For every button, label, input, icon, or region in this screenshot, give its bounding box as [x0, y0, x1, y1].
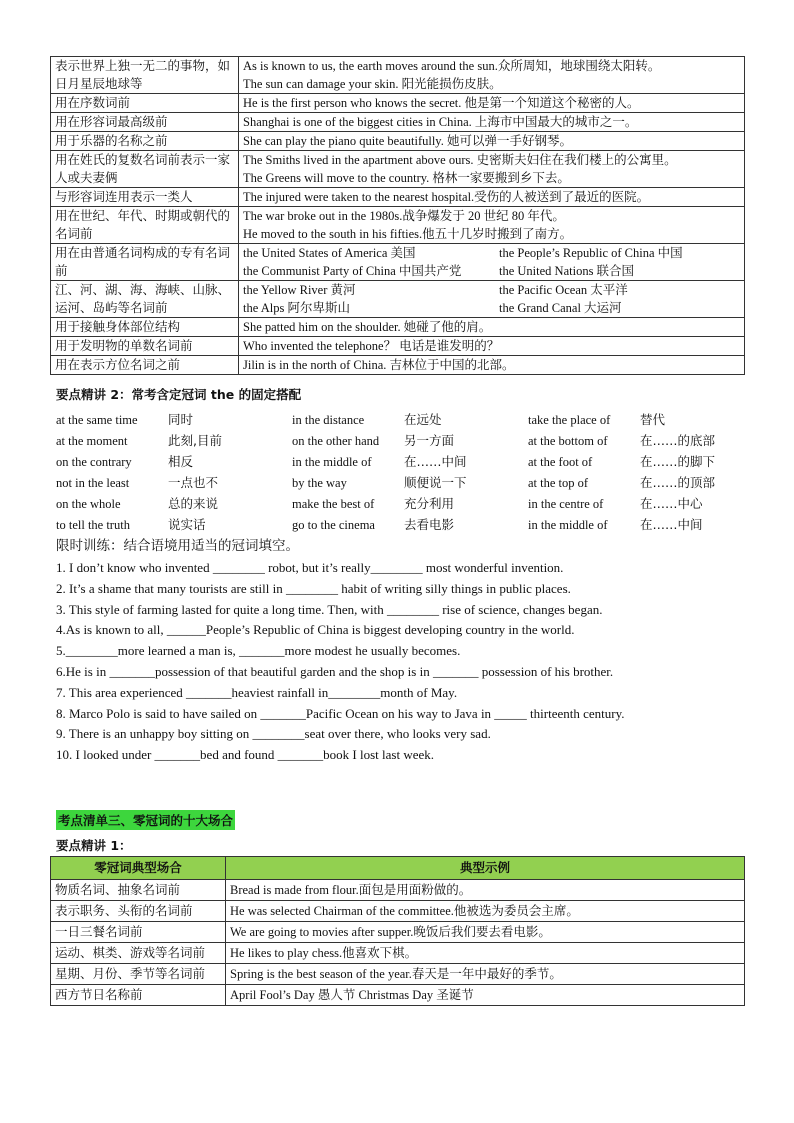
example-cell — [239, 244, 745, 281]
page — [50, 56, 744, 1006]
example-term: the Communist Party of China 中国共产党 — [243, 264, 462, 278]
drill-item: 8. Marco Polo is said to have sailed on _______Pacific Ocean on his way to Java in _____ thirteenth century. — [56, 705, 625, 721]
phrase-en: in the distance — [292, 413, 365, 427]
occasion-cell: 物质名词、抽象名词前 — [51, 879, 226, 900]
example-cell — [239, 207, 745, 244]
example-line: Shanghai is one of the biggest cities in China. 上海市中国最大的城市之一。 — [243, 115, 638, 129]
table-row — [51, 188, 745, 207]
drill-item: 9. There is an unhappy boy sitting on ________seat over there, who looks very sad. — [56, 726, 491, 742]
phrase-en: make the best of — [292, 497, 375, 511]
table-row — [51, 207, 745, 244]
phrase-en: at the top of — [528, 476, 589, 490]
table-row — [51, 356, 745, 375]
example-term: the United States of America 美国 — [243, 246, 416, 260]
usage-cell: 用在世纪、年代、时期或朝代的名词前 — [51, 207, 239, 244]
usage-cell: 用在形容词最高级前 — [51, 113, 239, 132]
example-term: the Pacific Ocean 太平洋 — [499, 283, 628, 297]
phrase-en: on the other hand — [292, 434, 380, 448]
example-cell — [239, 188, 745, 207]
phrase-en: at the bottom of — [528, 434, 608, 448]
example-cell: Bread is made from flour.面包是用面粉做的。 — [226, 879, 745, 900]
phrase-cn: 一点也不 — [168, 475, 219, 490]
phrase-en: on the whole — [56, 497, 121, 511]
example-line: She can play the piano quite beautifully. 她可以弹一手好钢琴。 — [243, 134, 572, 148]
occasion-cell: 运动、棋类、游戏等名词前 — [51, 942, 226, 963]
phrase-en: not in the least — [56, 476, 130, 490]
phrase-cn: 去看电影 — [404, 517, 455, 532]
phrase-cn: 在远处 — [404, 412, 442, 427]
example-cell — [239, 318, 745, 337]
example-cell — [239, 151, 745, 188]
drill-list — [56, 558, 744, 766]
phrase-cn: 在……的顶部 — [640, 475, 716, 490]
example-cell: We are going to movies after supper.晚饭后我们要去看电影。 — [226, 921, 745, 942]
fixed-phrases-grid — [56, 411, 744, 534]
phrase-en: at the same time — [56, 413, 138, 427]
example-cell — [239, 132, 745, 151]
phrase-en: take the place of — [528, 413, 611, 427]
drill-item: 7. This area experienced _______heaviest rainfall in________month of May. — [56, 684, 458, 700]
example-cell: Spring is the best season of the year.春天是一年中最好的季节。 — [226, 963, 745, 984]
phrase-en: go to the cinema — [292, 518, 375, 532]
example-line: As is known to us, the earth moves around the sun.众所周知，地球围绕太阳转。 — [243, 59, 661, 73]
example-line: She patted him on the shoulder. 她碰了他的肩。 — [243, 320, 492, 334]
example-cell — [239, 281, 745, 318]
phrase-en: on the contrary — [56, 455, 132, 469]
occasion-cell: 表示职务、头衔的名词前 — [51, 900, 226, 921]
usage-cell: 用在由普通名词构成的专有名词前 — [51, 244, 239, 281]
section-2-title: 要点精讲 2：常考含定冠词 the 的固定搭配 — [56, 387, 302, 402]
header-occasion: 零冠词典型场合 — [51, 856, 226, 879]
table-row — [51, 921, 745, 942]
example-line: Who invented the telephone？ 电话是谁发明的？ — [243, 339, 500, 353]
phrase-en: by the way — [292, 476, 347, 490]
phrase-cn: 充分利用 — [404, 496, 455, 511]
section-3-sub: 要点精讲 1： — [56, 837, 132, 853]
example-pair — [243, 299, 740, 317]
usage-cell: 用在序数词前 — [51, 94, 239, 113]
usage-cell: 用在姓氏的复数名词前表示一家人或夫妻俩 — [51, 151, 239, 188]
table-row — [51, 132, 745, 151]
example-term: the United Nations 联合国 — [499, 264, 635, 278]
phrase-en: in the centre of — [528, 497, 604, 511]
example-line: He moved to the south in his fifties.他五十几岁时搬到了南方。 — [243, 227, 573, 241]
example-cell: April Fool’s Day 愚人节 Christmas Day 圣诞节 — [226, 984, 745, 1005]
example-pair — [243, 244, 740, 262]
usage-cell: 表示世界上独一无二的事物，如日月星辰地球等 — [51, 57, 239, 94]
drill-item: 1. I don’t know who invented ________ robot, but it’s really________ most wonderful invention. — [56, 560, 564, 575]
table-row — [51, 963, 745, 984]
table-row — [51, 244, 745, 281]
table-row — [51, 879, 745, 900]
example-cell — [239, 94, 745, 113]
example-line: Jilin is in the north of China. 吉林位于中国的北部。 — [243, 358, 515, 372]
phrase-en: in the middle of — [292, 455, 372, 469]
phrase-en: in the middle of — [528, 518, 608, 532]
example-line: The war broke out in the 1980s.战争爆发于 20 世纪 80 年代。 — [243, 209, 565, 223]
table-row — [51, 900, 745, 921]
example-cell: He likes to play chess.他喜欢下棋。 — [226, 942, 745, 963]
occasion-cell: 西方节日名称前 — [51, 984, 226, 1005]
table-row — [51, 113, 745, 132]
example-line: The Smiths lived in the apartment above ours. 史密斯夫妇住在我们楼上的公寓里。 — [243, 153, 677, 167]
phrase-en: at the moment — [56, 434, 128, 448]
example-term: the Yellow River 黄河 — [243, 283, 356, 297]
table-row — [51, 151, 745, 188]
phrase-cn: 在……的底部 — [640, 433, 716, 448]
example-line: He is the first person who knows the secret. 他是第一个知道这个秘密的人。 — [243, 96, 640, 110]
example-pair — [243, 281, 740, 299]
example-line: The sun can damage your skin. 阳光能损伤皮肤。 — [243, 77, 502, 91]
phrase-cn: 此刻,目前 — [168, 433, 222, 448]
phrase-cn: 替代 — [640, 412, 666, 427]
phrase-cn: 在……中心 — [640, 496, 703, 511]
drill-item: 3. This style of farming lasted for quite a long time. Then, with ________ rise of science, changes began. — [56, 601, 603, 617]
table-row — [51, 337, 745, 356]
table-row — [51, 942, 745, 963]
zero-article-table — [50, 856, 745, 1006]
table-row — [51, 318, 745, 337]
drill-item: 5.________more learned a man is, _______more modest he usually becomes. — [56, 643, 461, 659]
usage-cell: 用于接触身体部位结构 — [51, 318, 239, 337]
phrase-cn: 在……中间 — [404, 454, 467, 469]
drill-item: 6.He is in _______possession of that beautiful garden and the shop is in _______ possession of his brother. — [56, 663, 614, 679]
phrase-cn: 同时 — [168, 412, 194, 427]
example-pair — [243, 262, 740, 280]
example-term: the Alps 阿尔卑斯山 — [243, 301, 350, 315]
example-cell — [239, 57, 745, 94]
example-term: the People’s Republic of China 中国 — [499, 246, 683, 260]
phrase-cn: 相反 — [168, 454, 194, 469]
occasion-cell: 星期、月份、季节等名词前 — [51, 963, 226, 984]
phrase-cn: 说实话 — [168, 517, 206, 532]
example-cell — [239, 356, 745, 375]
section-3-heading: 考点清单三、零冠词的十大场合 — [56, 810, 235, 830]
example-cell — [239, 113, 745, 132]
phrase-en: at the foot of — [528, 455, 593, 469]
drill-item: 10. I looked under _______bed and found _______book I lost last week. — [56, 747, 435, 763]
phrase-cn: 顺便说一下 — [404, 475, 467, 490]
table-header-row — [51, 856, 745, 879]
table-row — [51, 984, 745, 1005]
phrase-cn: 另一方面 — [404, 433, 455, 448]
example-cell — [239, 337, 745, 356]
usage-cell: 用在表示方位名词之前 — [51, 356, 239, 375]
table-row — [51, 57, 745, 94]
example-term: the Grand Canal 大运河 — [499, 301, 622, 315]
usage-cell: 用于乐器的名称之前 — [51, 132, 239, 151]
table-row — [51, 94, 745, 113]
usage-cell: 与形容词连用表示一类人 — [51, 188, 239, 207]
example-cell: He was selected Chairman of the committee.他被选为委员会主席。 — [226, 900, 745, 921]
example-line: The Greens will move to the country. 格林一家要搬到乡下去。 — [243, 171, 570, 185]
header-example: 典型示例 — [226, 856, 745, 879]
usage-cell: 用于发明物的单数名词前 — [51, 337, 239, 356]
phrase-en: to tell the truth — [56, 518, 130, 532]
drill-item: 4.As is known to all, ______People’s Republic of China is biggest developing country in the world. — [56, 622, 575, 638]
definite-article-usage-table — [50, 56, 745, 375]
phrase-cn: 在……的脚下 — [640, 454, 716, 469]
drill-title: 限时训练：结合语境用适当的冠词填空。 — [56, 538, 299, 554]
example-line: The injured were taken to the nearest hospital.受伤的人被送到了最近的医院。 — [243, 190, 650, 204]
phrase-cn: 在……中间 — [640, 517, 703, 532]
occasion-cell: 一日三餐名词前 — [51, 921, 226, 942]
phrase-cn: 总的来说 — [168, 496, 219, 511]
table-row — [51, 281, 745, 318]
drill-item: 2. It’s a shame that many tourists are still in ________ habit of writing silly things in public places. — [56, 580, 571, 596]
usage-cell: 江、河、湖、海、海峡、山脉、运河、岛屿等名词前 — [51, 281, 239, 318]
